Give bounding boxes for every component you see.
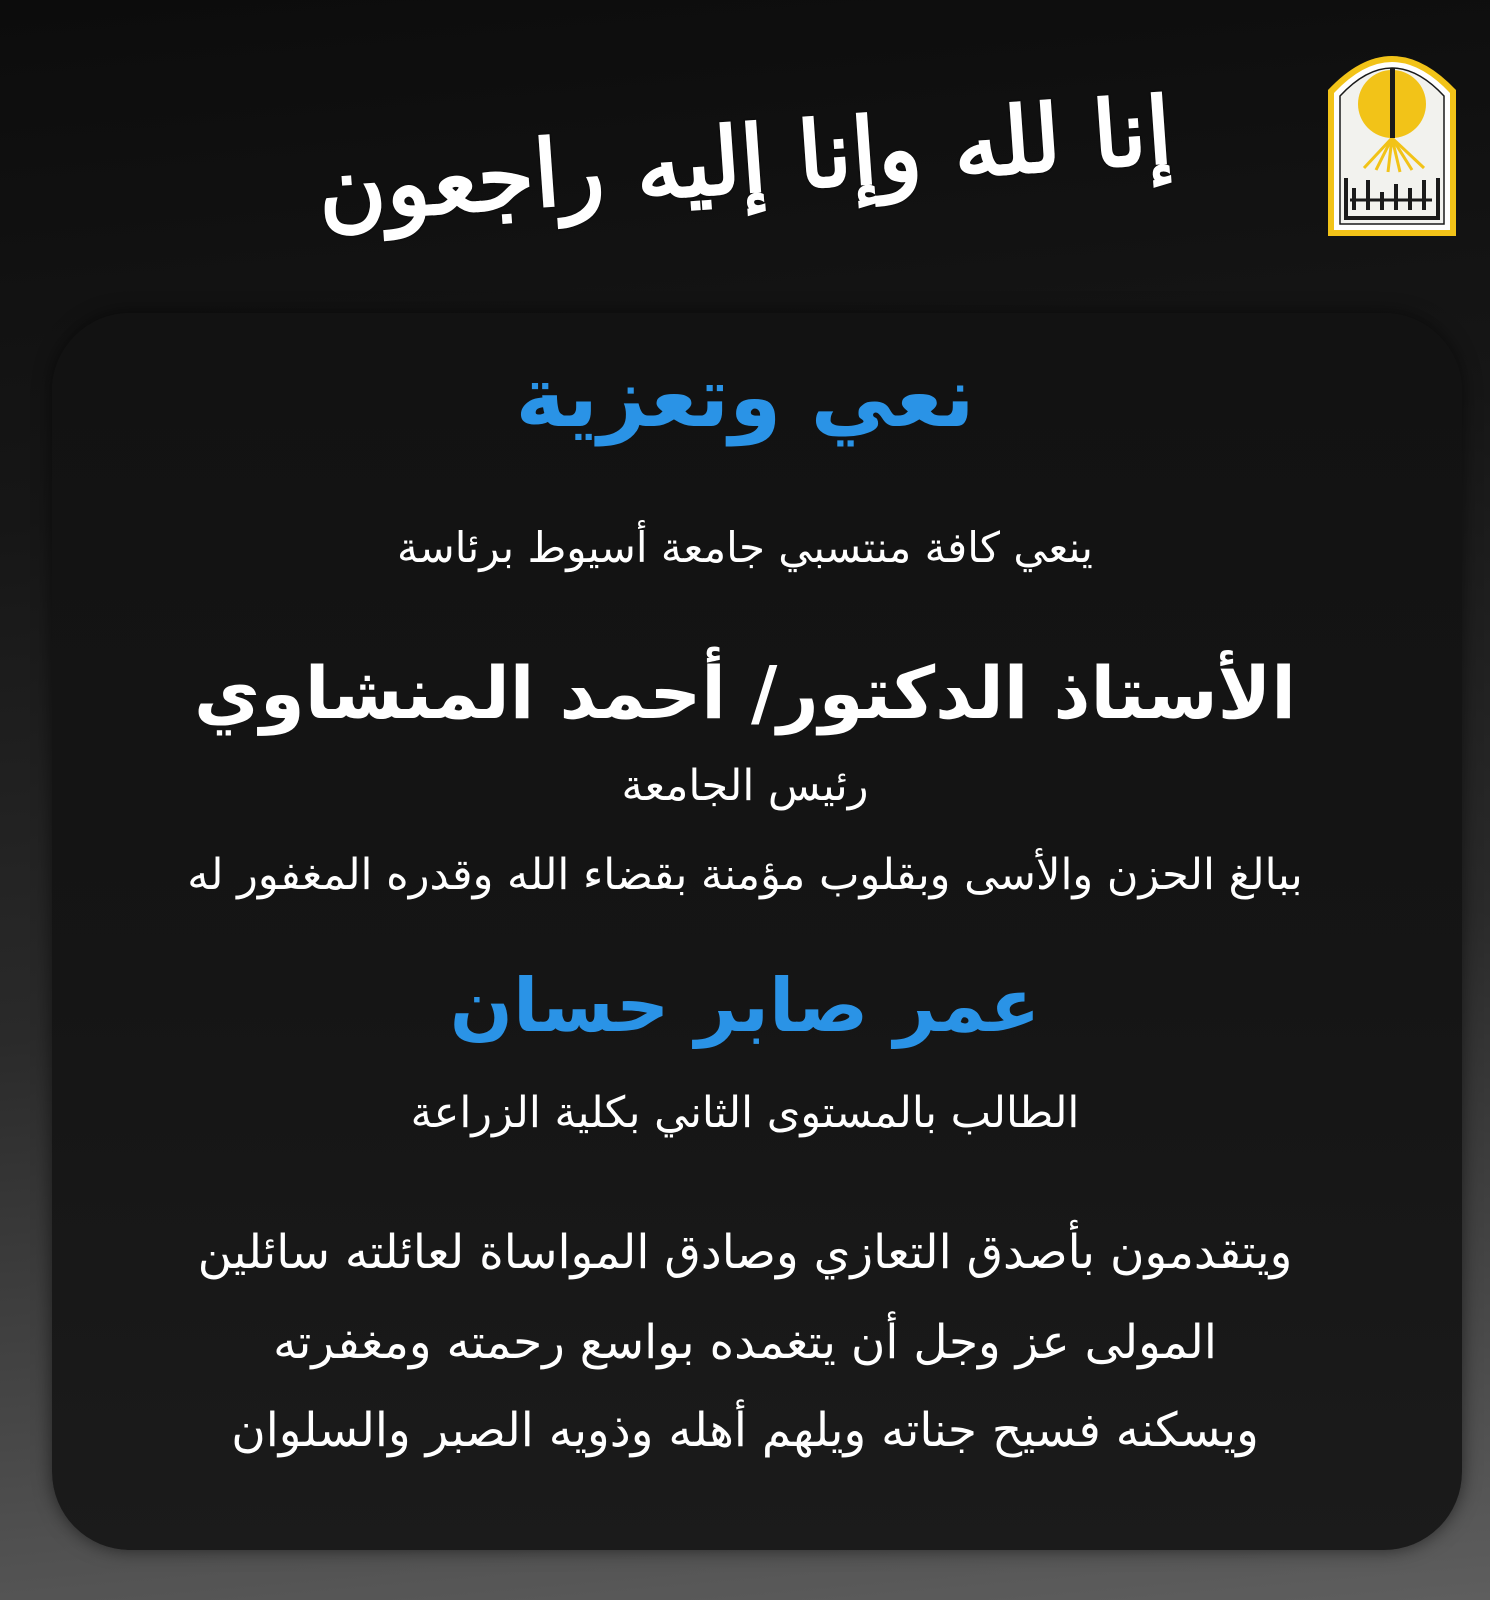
- grief-line: ببالغ الحزن والأسى وبقلوب مؤمنة بقضاء الله وقدره المغفور له: [187, 850, 1303, 900]
- president-name: الأستاذ الدكتور/ أحمد المنشاوي: [194, 651, 1296, 735]
- president-role: رئيس الجامعة: [621, 761, 869, 811]
- deceased-name: عمر صابر حسان: [449, 963, 1041, 1049]
- quran-verse-calligraphy: [314, 30, 1176, 290]
- condolence-line-1: ويتقدمون بأصدق التعازي وصادق المواساة لعائلته سائلين: [197, 1225, 1293, 1280]
- deceased-description: الطالب بالمستوى الثاني بكلية الزراعة: [410, 1088, 1080, 1138]
- university-logo: [1324, 28, 1460, 240]
- calligraphy-text: إنا لله وإنا إليه راجعون: [314, 76, 1176, 244]
- notice-intro: ينعي كافة منتسبي جامعة أسيوط برئاسة: [397, 523, 1093, 572]
- condolence-line-2: المولى عز وجل أن يتغمده بواسع رحمته ومغفرته: [273, 1315, 1217, 1370]
- condolence-line-3: ويسكنه فسيح جناته ويلهم أهله وذويه الصبر والسلوان: [231, 1403, 1259, 1458]
- notice-title: نعي وتعزية: [515, 348, 975, 446]
